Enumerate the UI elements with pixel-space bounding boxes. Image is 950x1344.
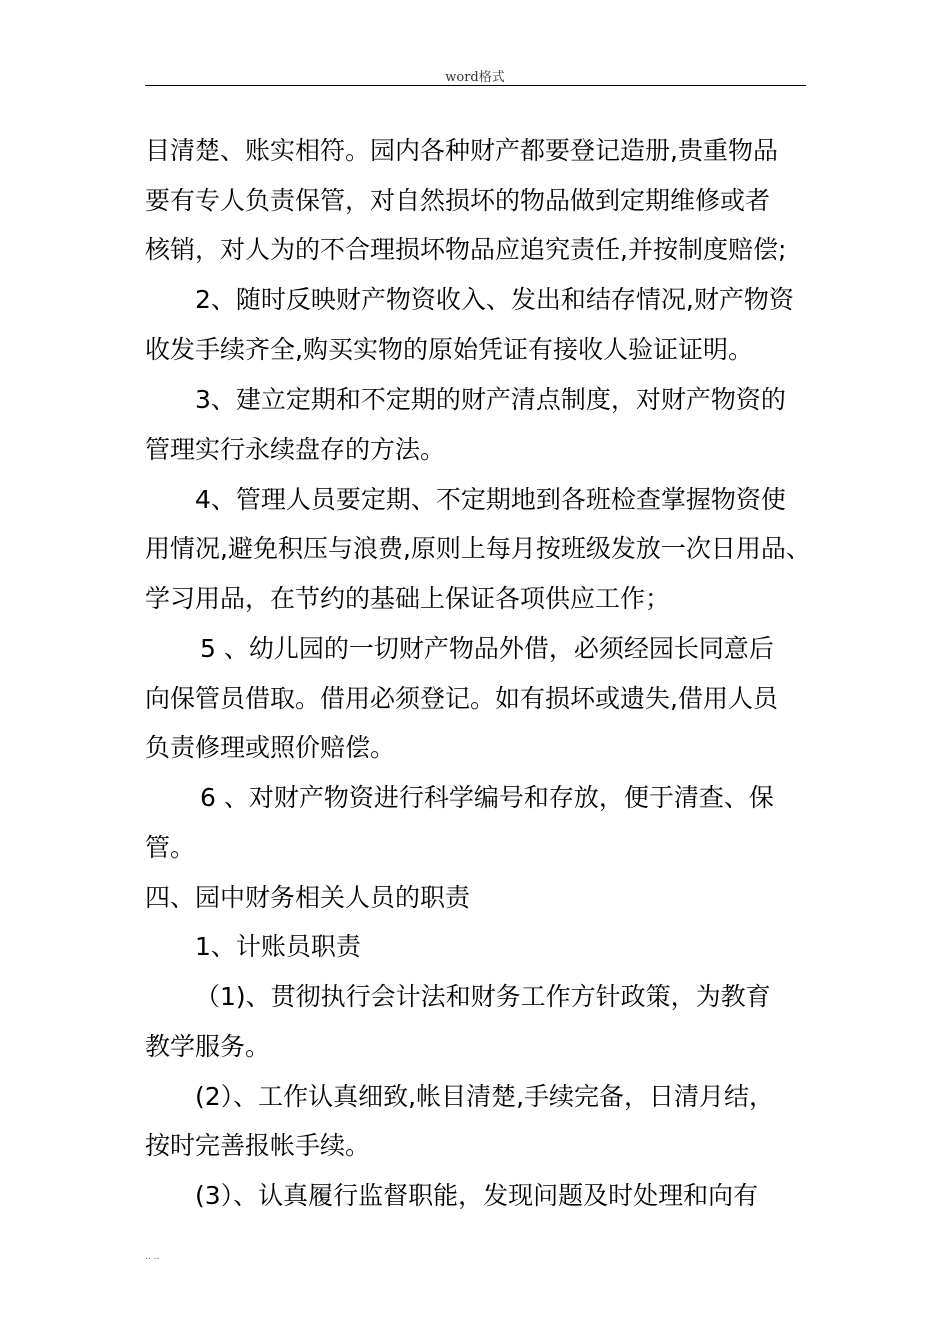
body-line: 收发手续齐全,购买实物的原始凭证有接收人验证证明。 (145, 335, 753, 364)
body-line: 5 、幼儿园的一切财产物品外借，必须经园长同意后 (200, 634, 774, 663)
body-line: (3）、认真履行监督职能，发现问题及时处理和向有 (195, 1181, 759, 1210)
body-line: 目清楚、账实相符。园内各种财产都要登记造册,贵重物品 (145, 136, 778, 165)
subsection-heading: 1、计账员职责 (195, 932, 361, 961)
body-line: 管理实行永续盘存的方法。 (145, 435, 446, 464)
body-line: 教学服务。 (145, 1032, 271, 1061)
body-line: 4、管理人员要定期、不定期地到各班检查掌握物资使 (195, 485, 786, 514)
body-line: 3、建立定期和不定期的财产清点制度，对财产物资的 (195, 385, 786, 414)
header-divider (145, 85, 806, 86)
header-text: word格式 (445, 70, 505, 85)
body-line: 负责修理或照价赔偿。 (145, 733, 396, 762)
body-line: 学习用品，在节约的基础上保证各项供应工作； (145, 584, 671, 613)
body-line: （1)、贯彻执行会计法和财务工作方针政策，为教育 (195, 982, 771, 1011)
section-heading: 四、园中财务相关人员的职责 (145, 883, 471, 912)
body-line: 核销，对人为的不合理损坏物品应追究责任,并按制度赔偿; (145, 235, 787, 264)
body-line: 管。 (145, 833, 196, 862)
body-line: 要有专人负责保管，对自然损坏的物品做到定期维修或者 (145, 186, 771, 215)
body-line: 6 、对财产物资进行科学编号和存放，便于清查、保 (200, 783, 774, 812)
body-line: (2）、工作认真细致,帐目清楚,手续完备，日清月结， (195, 1082, 775, 1111)
page-footer: .. .. (145, 1252, 160, 1262)
body-line: 向保管员借取。借用必须登记。如有损坏或遗失,借用人员 (145, 684, 778, 713)
body-line: 按时完善报帐手续。 (145, 1131, 371, 1160)
body-line: 2、随时反映财产物资收入、发出和结存情况,财产物资 (195, 285, 794, 314)
body-line: 用情况,避免积压与浪费,原则上每月按班级发放一次日用品、 (145, 534, 811, 563)
